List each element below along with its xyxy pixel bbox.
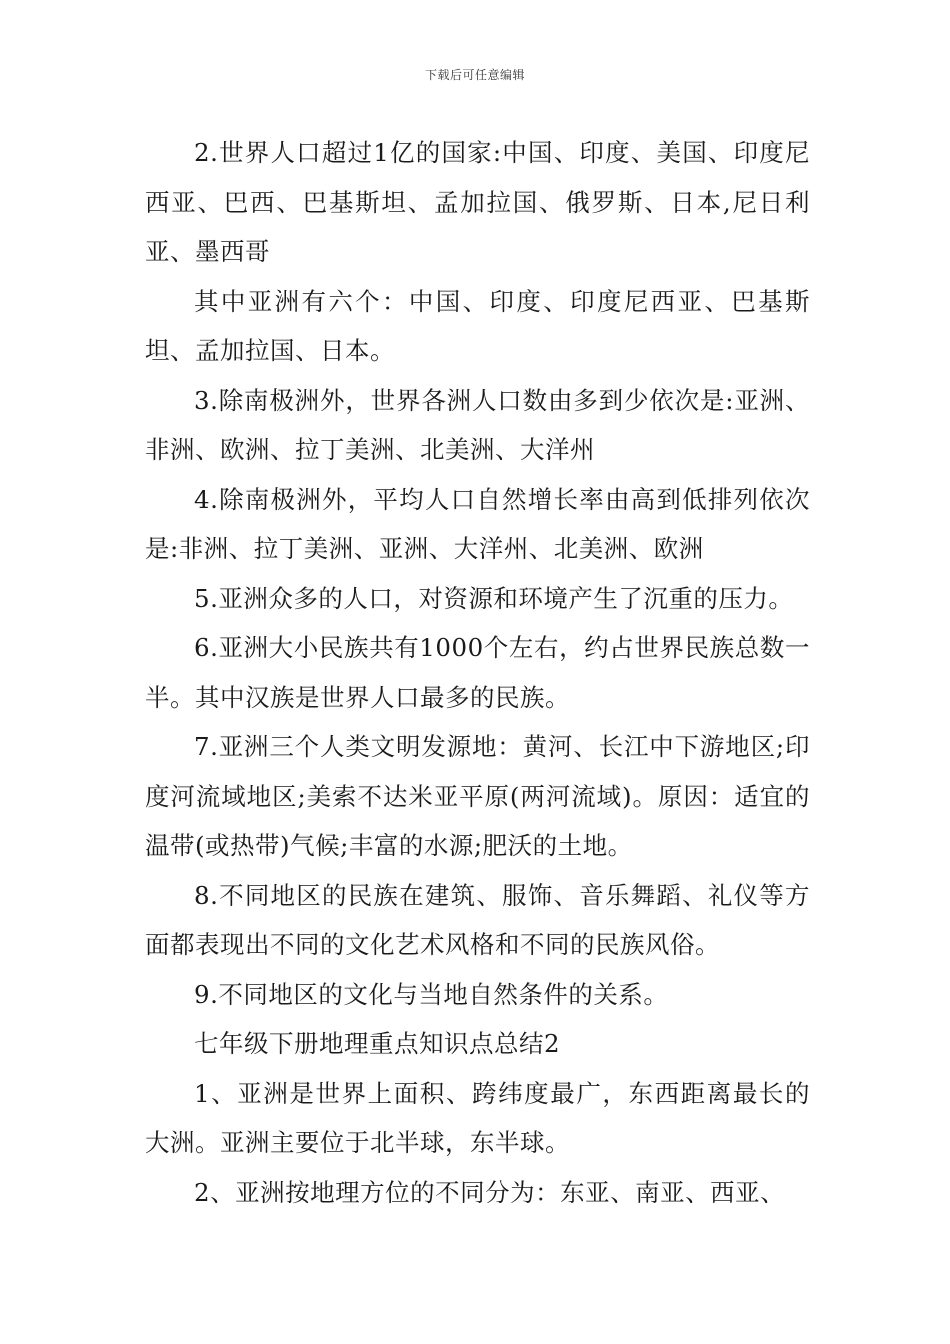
paragraph-population-pressure: 5.亚洲众多的人口，对资源和环境产生了沉重的压力。 bbox=[194, 583, 794, 613]
section-heading: 七年级下册地理重点知识点总结2 bbox=[194, 1029, 561, 1058]
page-header: 下载后可任意编辑 bbox=[424, 68, 525, 82]
paragraph-continent-population-order: 3.除南极洲外，世界各洲人口数由多到少依次是:亚洲、非洲、欧洲、拉丁美洲、北美洲、大洋州 bbox=[145, 385, 810, 464]
paragraph-asia-largest: 1、亚洲是世界上面积、跨纬度最广，东西距离最长的大洲。亚洲主要位于北半球，东半球。 bbox=[145, 1078, 810, 1157]
paragraph-cultural-diversity: 8.不同地区的民族在建筑、服饰、音乐舞蹈、礼仪等方面都表现出不同的文化艺术风格和不同的民族风俗。 bbox=[145, 880, 810, 959]
paragraph-ethnic-groups: 6.亚洲大小民族共有1000个左右，约占世界民族总数一半。其中汉族是世界人口最多的民族。 bbox=[145, 633, 810, 712]
document-body bbox=[145, 128, 810, 1217]
paragraph-asia-regions: 2、亚洲按地理方位的不同分为：东亚、南亚、西亚、 bbox=[194, 1177, 786, 1207]
paragraph-civilization-origins: 7.亚洲三个人类文明发源地：黄河、长江中下游地区;印度河流域地区;美索不达米亚平原(两河流域)。原因：适宜的温带(或热带)气候;丰富的水源;肥沃的土地。 bbox=[145, 732, 810, 860]
paragraph-asia-six-countries: 其中亚洲有六个：中国、印度、印度尼西亚、巴基斯坦、孟加拉国、日本。 bbox=[145, 286, 810, 365]
paragraph-population-over-100m: 2.世界人口超过1亿的国家:中国、印度、美国、印度尼西亚、巴西、巴基斯坦、孟加拉国、俄罗斯、日本,尼日利亚、墨西哥 bbox=[145, 138, 810, 266]
paragraph-culture-nature: 9.不同地区的文化与当地自然条件的关系。 bbox=[194, 979, 669, 1009]
paragraph-growth-rate-order: 4.除南极洲外，平均人口自然增长率由高到低排列依次是:非洲、拉丁美洲、亚洲、大洋州、北美洲、欧洲 bbox=[145, 484, 810, 563]
